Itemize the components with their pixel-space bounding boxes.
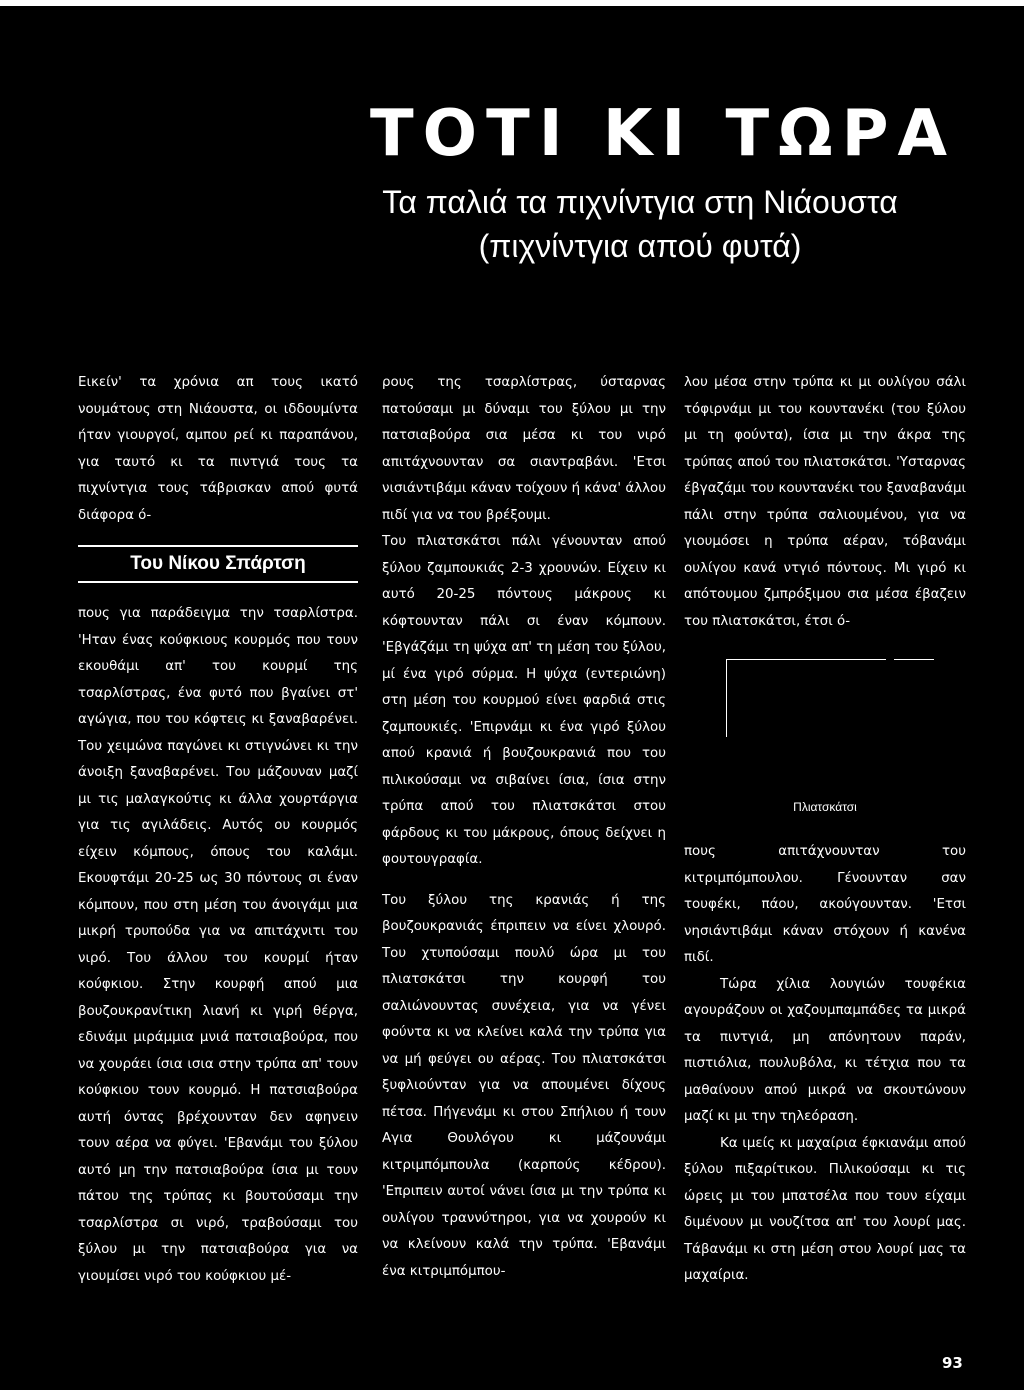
paragraph: Τώρα χίλια λουγιών τουφέκια αγουράζουν οι χαζουμπαμπάδες τα μικρά τα πιντγιά, μη απόνητουν παράν, πιστιόλια, πουλυβόλα, κι τέτχια που τα μαθαίνουν απού μικρά να σκουτώνουν μαζί κι μι την τηλεόραση. xyxy=(684,976,966,1124)
byline-rule-bottom xyxy=(78,581,358,583)
intro-paragraph: Εικείν' τα χρόνια απ τους ικατό νουμάτους στη Νιάουστα, οι ιδδουμίντα ήταν γιουργοί, αμπου ρεί κι παραπάνου, για ταυτό κι τα πιντγιά τους τα πιχνίντγια τους τάβρισκαν απού φυτά διάφορα ό- xyxy=(78,375,358,523)
subtitle-line-1: Τα παλιά τα πιχνίντγια στη Νιάουστα xyxy=(382,184,898,220)
column-1 xyxy=(78,370,358,1290)
photo-frame-edge xyxy=(894,659,934,660)
column-3 xyxy=(684,370,966,1290)
subtitle-line-2: (πιχνίντγια απού φυτά) xyxy=(478,228,802,264)
page-number: 93 xyxy=(942,1354,963,1372)
paragraph: πους απιτάχνουνταν του κιτριμπόμπουλου. Γένουνταν σαν τουφέκι, πάου, ακούγουνταν. 'Ετσι νησιάντιβάμι κάναν στόχουν ή κανένα πιδί. xyxy=(684,844,966,965)
photo-frame-edge xyxy=(726,659,727,737)
paragraph: Κα ιμείς κι μαχαίρια έφκιανάμι απού ξύλου πιξαρίτικου. Πιλικούσαμι κι τις ώρεις μι του μπατσέλα που τουν είχαμι διμένουν μι νουζίτσα απ' του λουρί μας. Τάβανάμι κι στη μέση στου λουρί μας τα μαχαίρια. xyxy=(684,1135,966,1283)
paragraph: Του πλιατσκάτσι πάλι γένουνταν απού ξύλου ζαμπουκιάς 2-3 χρουνών. Είχειν κι αυτό 20-25 πόντους μάκρους κι κόφτουνταν πάλι σι έναν κόμπουν. 'Εβγάζάμι τη ψύχα απ' τη μέση του ξύλου, μί ένα γιρό σύρμα. Η ψύχα (εντεριώνη) στη μέση του κουρμού είνει φαρδιά στις ζαμπουκιές. 'Επιρνάμι κι ένα γιρό ξύλου απού κρανιά ή βουζουκρανιά που του πιλικούσαμι να σιβαίνει ίσια, ίσια στην τρύπα απού του πλιατσκάτσι στου φάρδους κι του μάκρους, όπους δείχνει η φουτουγραφία. xyxy=(382,534,666,867)
paragraph: Του ξύλου της κρανιάς ή της βουζουκρανιάς έπριπειν να είνει χλουρό. Του χτυπούσαμι πουλύ ώρα μι του πλιατσκάτσι την κουρφή του σαλιώνουντας συνέχεια, για να γένει φούντα κι να κλείνει καλά την τρύπα για να μή φεύγει ου αέρας. Του πλιατσκάτσι ξυφλιούνταν για να απουμένει δίχους πέτσα. Πήγενάμι κι στου Σπήλιου ή τουν Αγια Θουλόγου κι μάζουνάμι κιτριμπόμπουλα (καρπούς κέδρου). 'Επριπειν αυτοί νάνει ίσια μι την τρύπα κι ουλίγου τραννύτηροι, για να χουρούν κι να κλείνουν καλά την τρύπα. 'Εβανάμι ένα κιτριμπόμπου- xyxy=(382,892,666,1279)
author-name: Του Νίκου Σπάρτση xyxy=(130,553,306,574)
column-2 xyxy=(382,370,666,1285)
paragraph: ρους της τσαρλίστρας, ύσταρνας πατούσαμι μι δύναμι του ξύλου μι την πατσιαβούρα σια μέσα κι του νιρό απιτάχνουνταν σα σιαντραβάνι. 'Ετσι νισιάντιβάμι κάναν τοίχουν ή κάνα' άλλου πιδί για να του βρέξουμι. xyxy=(382,375,666,523)
paragraph: λου μέσα στην τρύπα κι μι ουλίγου σάλι τόφιρνάμι μι του κουντανέκι (του ξύλου μι τη φούντα), ίσια μι την άκρα της τρύπας απού του πλιατσκάτσι. 'Υσταρνας έβγαζάμι του κουντανέκι του ξαναβανάμι πάλι στην τρύπα σαλιουμένου, για να γιουμόσει η τρύπα αέραν, τόβανάμι ουλίγου κανά ντγιό πόντους. Μι γιρό κι απότουμου ζμπρόξιμου σια μέσα έβαζειν του πλιατσκάτσι, έτσι ό- xyxy=(684,375,966,629)
article-subtitle xyxy=(300,180,980,268)
body-paragraph: πους για παράδειγμα την τσαρλίστρα. 'Ηταν ένας κούφκιους κουρμός που τουν εκουθάμι απ' του κουρμί της τσαρλίστρας, ένα φυτό που βγαίνει στ' αγώγια, που του κόφτεις κι ξαναβαρένει. Του χειμώνα παγώνει κι στιγνώνει κι την άνοιξη ξαναβαρένει. Του μάζουναν μαζί μι τις μαλαγκούτις κι άλλα χουρτάργια για τις αγιλάδεις. Αυτός ου κουρμός είχειν κόμπους, όπους του καλάμι. Εκουφτάμι 20-25 ως 30 πόντους σι έναν κόμπουν, που στη μέση του άνοιγάμι μια μικρή τρυπούδα για να απιτάχνιτι του νιρό. Του άλλου του κουρμί ήταν κούφκιου. Στην κουρφή απού μια βουζουκρανίτικη λιανή κι γιρή θέργα, εδινάμι μιράμμια μνιά πατσιαβούρα, που να χουράει ίσια ισια στην τρύπα απ' τουν κούφκιου τουν κουρμό. Η πατσιαβούρα αυτή όντας βρέχουνταν δεν αφηνειν τουν αέρα να φύγει. 'Εβανάμι του ξύλου αυτό μη την πατσιαβούρα ίσια μι τουν πάτου της τρύπας κι βουτούσαμι την τσαρλίστρα σι νιρό, τραβούσαμι του ξύλου μι την πατσιαβούρα για να γιουμίσει νιρό του κούφκιου μέ- xyxy=(78,606,358,1284)
article-title: ΤΟΤΙ ΚΙ ΤΩΡΑ xyxy=(370,97,956,171)
top-border xyxy=(0,0,1024,6)
author-byline xyxy=(78,545,358,583)
photo-figure xyxy=(684,651,966,829)
photo-caption: Πλιατσκάτσι xyxy=(793,800,857,814)
photo-frame-edge xyxy=(726,659,886,660)
